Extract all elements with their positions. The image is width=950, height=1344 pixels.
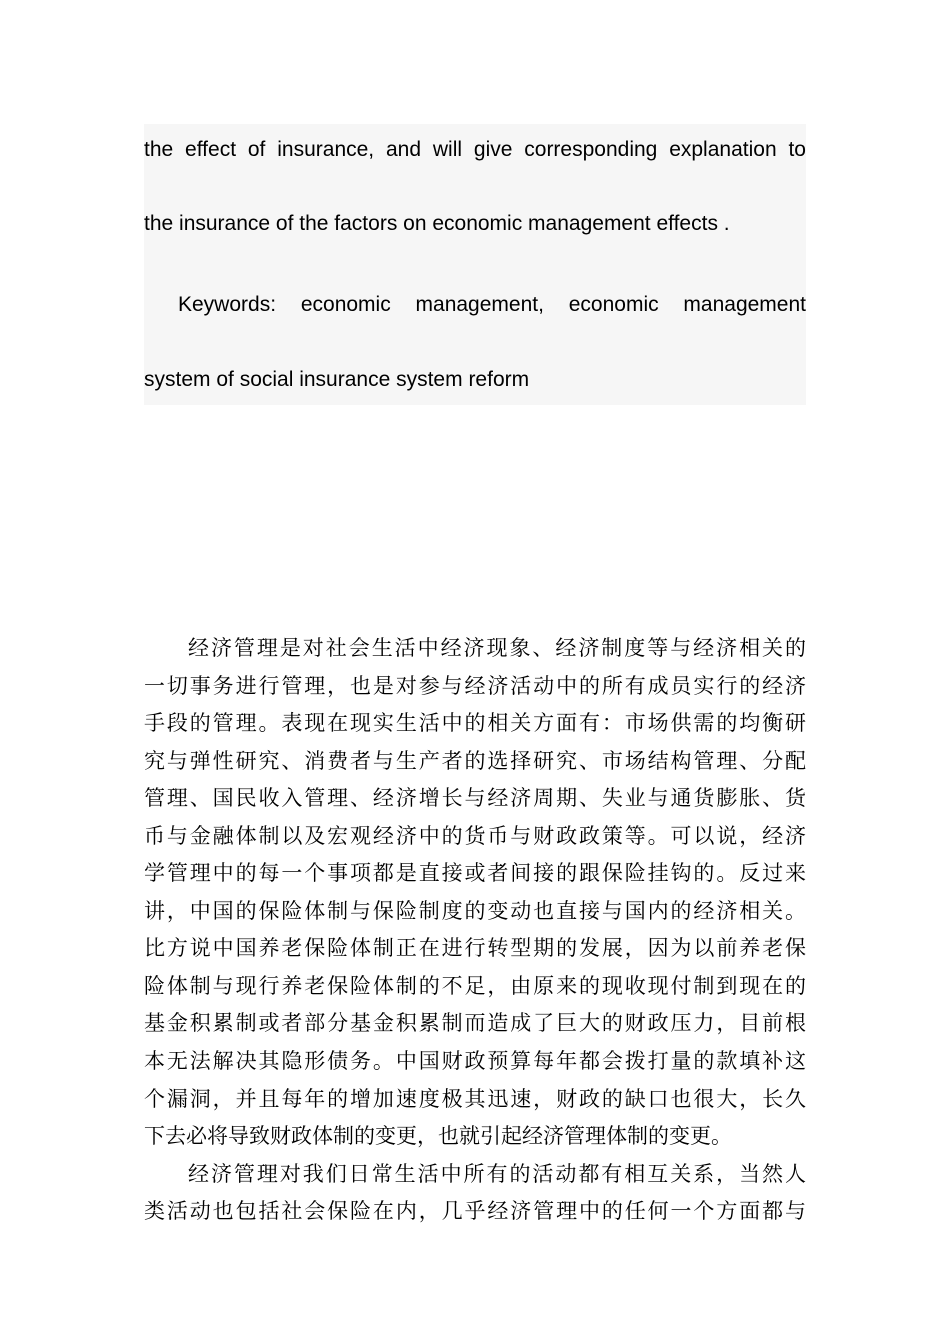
paragraph-1-line-3: 手段的管理。表现在现实生活中的相关方面有：市场供需的均衡研 (144, 711, 806, 736)
paragraph-2-line-1: 经济管理对我们日常生活中所有的活动都有相互关系，当然人 (188, 1161, 806, 1186)
body-text (144, 630, 806, 1231)
abstract-line-2: the insurance of the factors on economic management effects . (144, 212, 730, 235)
paragraph-1-line-1: 经济管理是对社会生活中经济现象、经济制度等与经济相关的 (188, 636, 806, 660)
abstract-line-1: the effect of insurance, and will give corresponding explanation to (144, 138, 806, 161)
paragraph-1-line-7: 学管理中的每一个事项都是直接或者间接的跟保险挂钩的。反过来 (144, 861, 806, 886)
paragraph-1-line-2: 一切事务进行管理，也是对参与经济活动中的所有成员实行的经济 (144, 673, 806, 698)
paragraph-1-line-11: 基金积累制或者部分基金积累制而造成了巨大的财政压力，目前根 (144, 1011, 806, 1036)
paragraph-1-line-8: 讲，中国的保险体制与保险制度的变动也直接与国内的经济相关。 (144, 898, 806, 923)
paragraph-1-line-10: 险体制与现行养老保险体制的不足，由原来的现收现付制到现在的 (144, 973, 806, 998)
paragraph-1-line-9: 比方说中国养老保险体制正在进行转型期的发展，因为以前养老保 (144, 936, 806, 961)
paragraph-1-line-14: 下去必将导致财政体制的变更，也就引起经济管理体制的变更。 (144, 1124, 732, 1149)
paragraph-1-line-4: 究与弹性研究、消费者与生产者的选择研究、市场结构管理、分配 (144, 748, 806, 773)
keywords-line: Keywords: economic management, economic management (178, 293, 806, 316)
paragraph-1-line-5: 管理、国民收入管理、经济增长与经济周期、失业与通货膨胀、货 (144, 786, 806, 811)
paragraph-1-line-12: 本无法解决其隐形债务。中国财政预算每年都会拨打量的款填补这 (144, 1049, 806, 1074)
paragraph-1-line-13: 个漏洞，并且每年的增加速度极其迅速，财政的缺口也很大，长久 (144, 1086, 806, 1111)
keywords-line-continued: system of social insurance system reform (144, 368, 530, 391)
paragraph-1-line-6: 币与金融体制以及宏观经济中的货币与财政政策等。可以说，经济 (144, 823, 806, 848)
abstract-section (144, 124, 806, 405)
paragraph-2-line-2: 类活动也包括社会保险在内，几乎经济管理中的任何一个方面都与 (144, 1199, 806, 1224)
